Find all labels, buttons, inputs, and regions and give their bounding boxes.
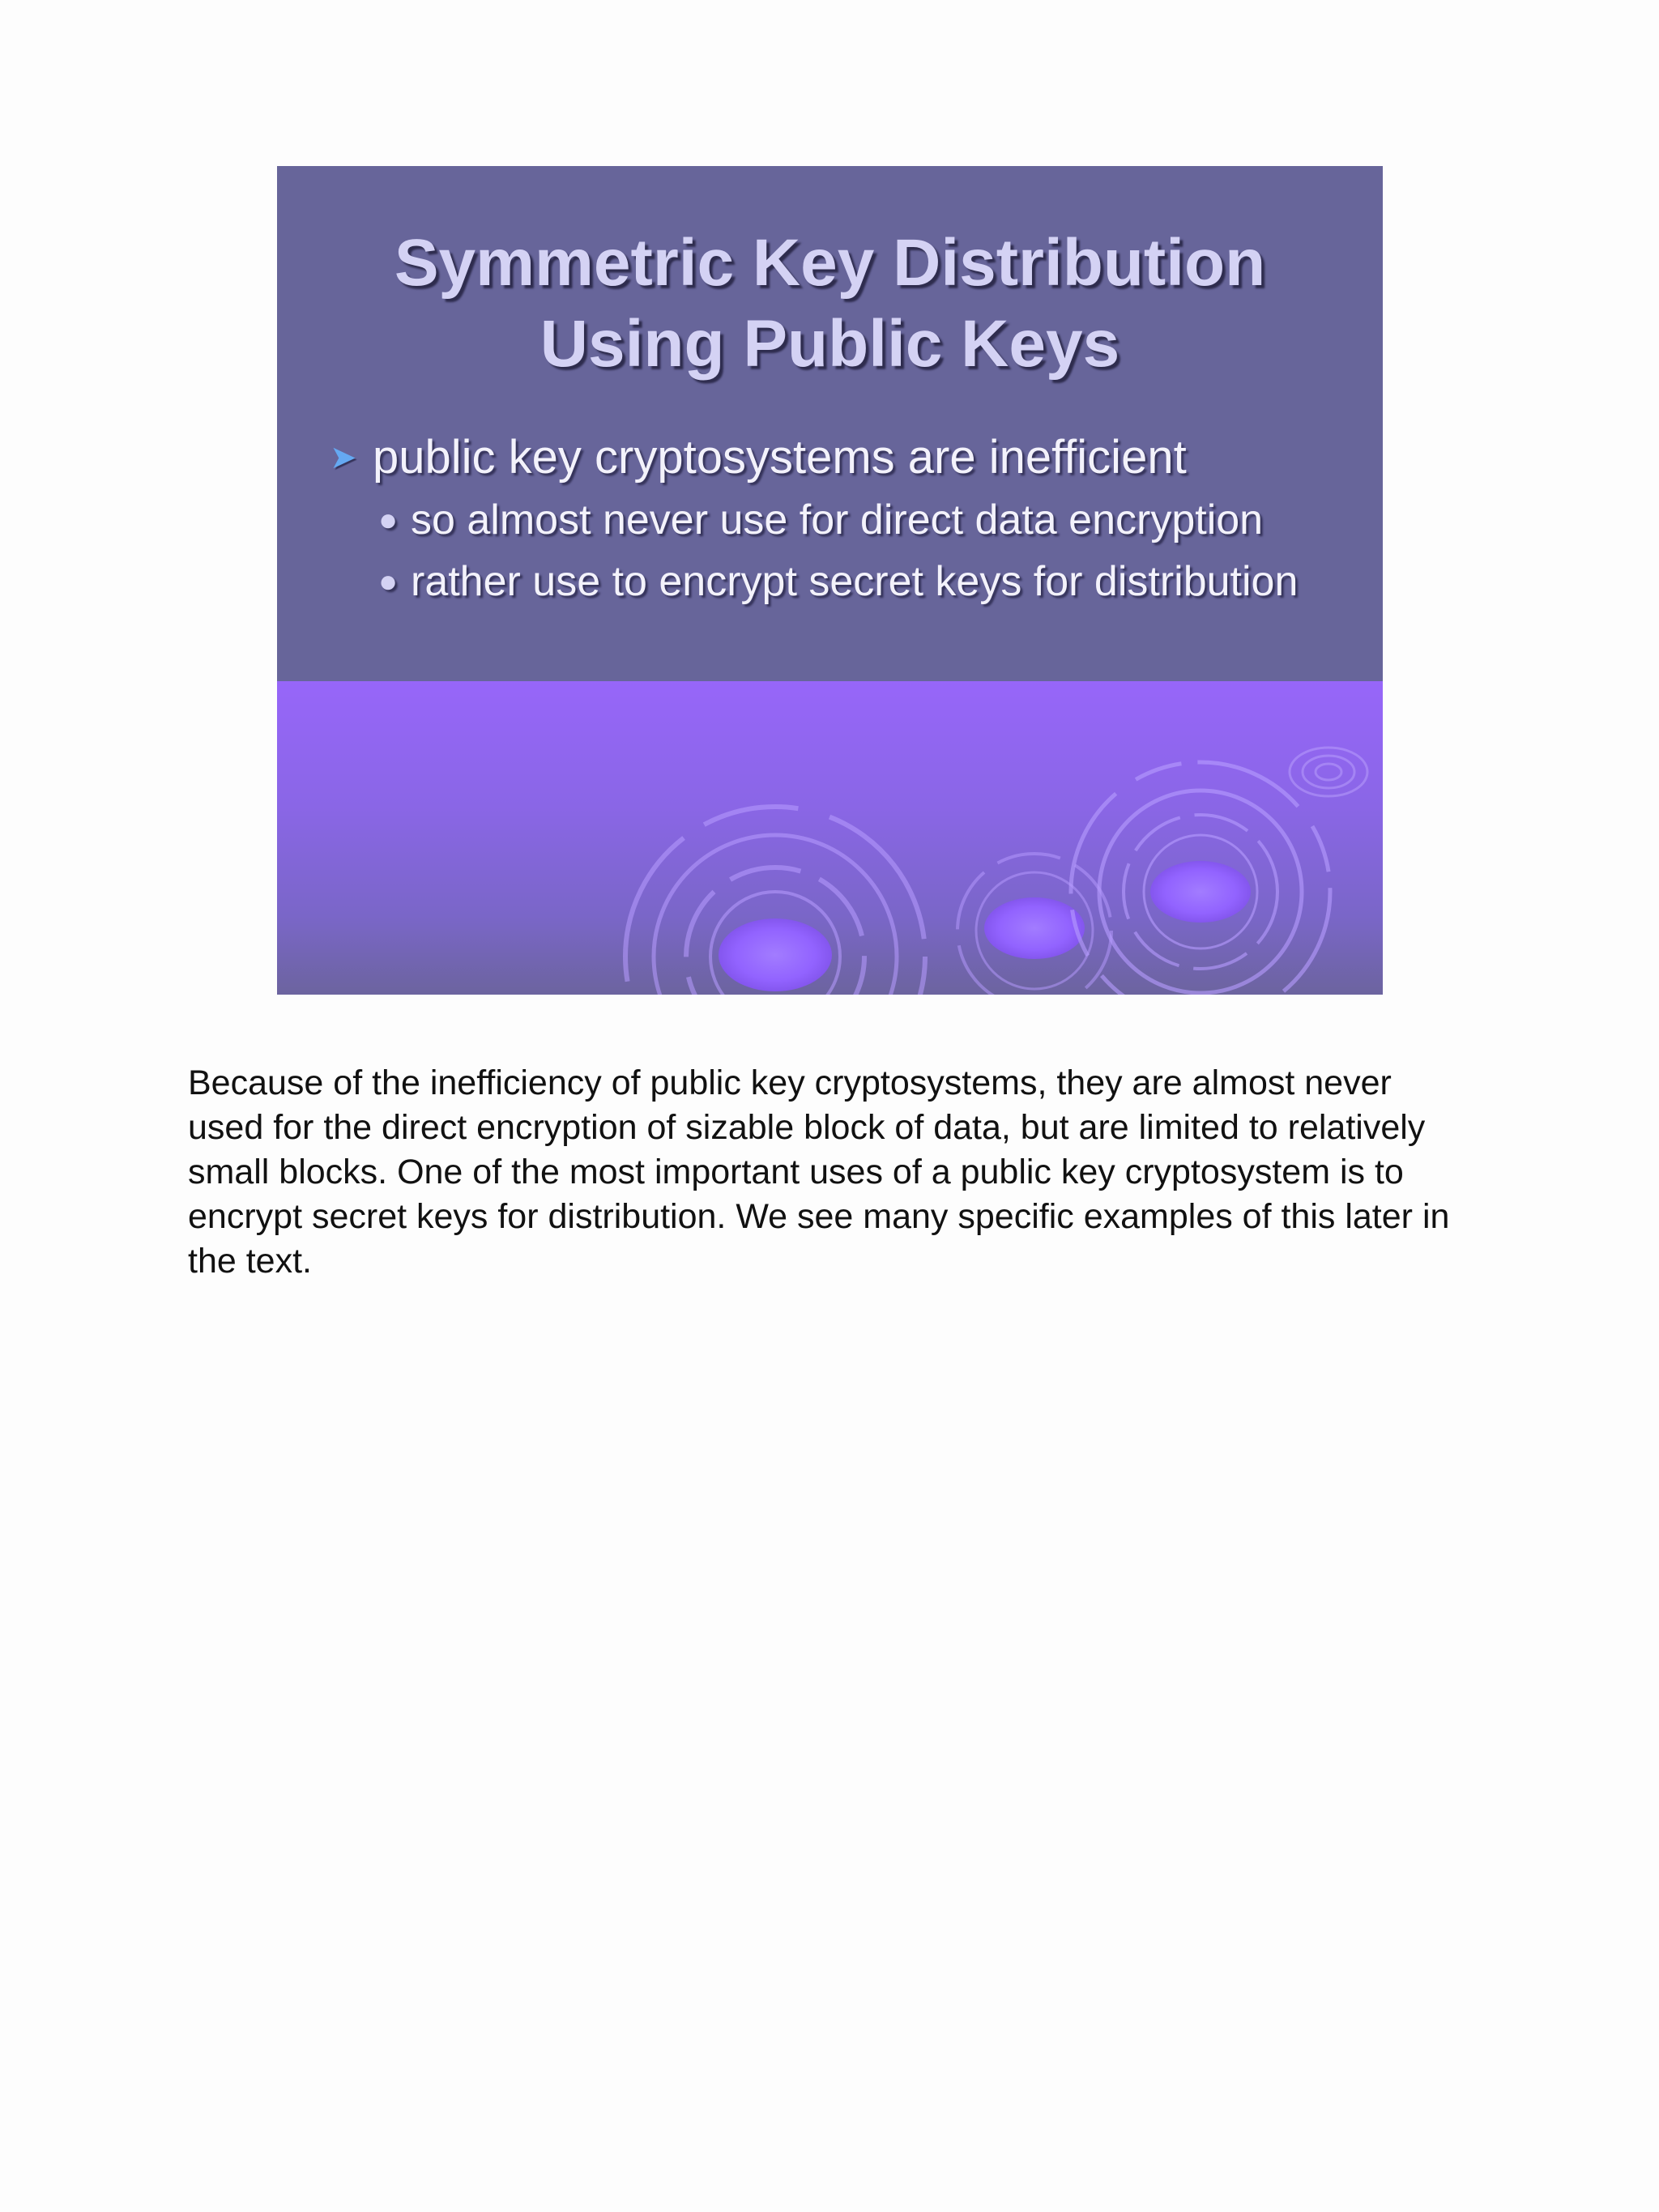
slide — [277, 166, 1383, 995]
ripple-circles-decoration — [277, 681, 1383, 995]
main-bullet — [330, 421, 1187, 494]
slide-title — [277, 223, 1383, 385]
sub-bullet-2 — [378, 553, 1298, 610]
sub-bullet-1 — [378, 492, 1263, 548]
slide-title-line-1: Symmetric Key Distribution — [394, 226, 1266, 300]
sub-bullet-1-text: so almost never use for direct data encryption — [411, 497, 1264, 543]
dot-bullet-icon: ● — [378, 502, 399, 538]
main-bullet-text: public key cryptosystems are inefficient — [373, 431, 1187, 484]
arrow-bullet-icon: ➤ — [330, 440, 357, 475]
speaker-notes-text: Because of the inefficiency of public key cryptosystems, they are almost never used for the direct encryption of sizable block of data, but are limited to relatively small blocks. One of the most important uses of a public key cryptosystem is to encrypt secret keys for distribution. We see many specific examples of this later in the text. — [188, 1063, 1450, 1281]
sub-bullet-2-text: rather use to encrypt secret keys for distribution — [411, 558, 1299, 605]
dot-bullet-icon: ● — [378, 564, 399, 599]
slide-title-line-2: Using Public Keys — [539, 307, 1120, 381]
